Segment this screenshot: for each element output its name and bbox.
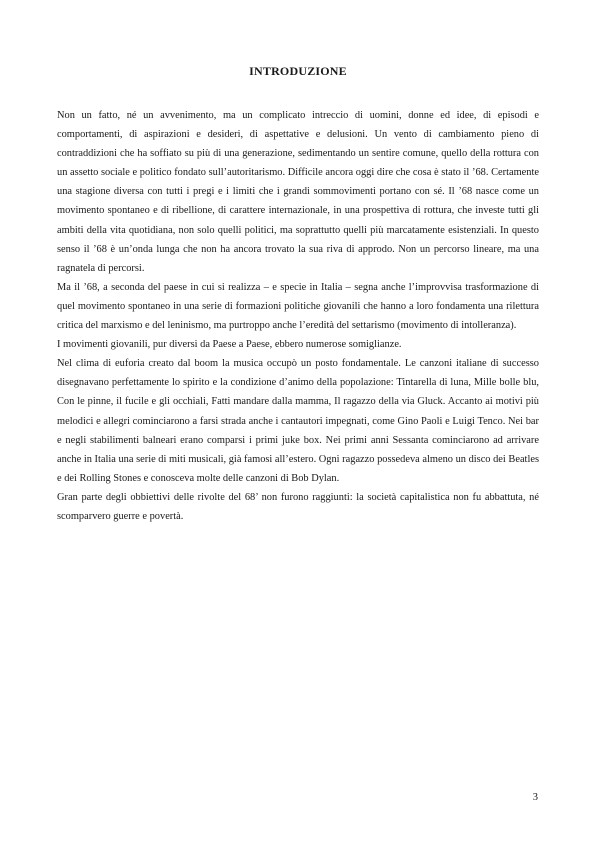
paragraph-2: Ma il ’68, a seconda del paese in cui si realizza – e specie in Italia – segna anche l’improvvisa trasformazione di quel movimento spontaneo in una serie di formazioni politiche giovanili che hanno a loro fondamenta una rilettura critica del marxismo e del leninismo, ma purtroppo anche l’eredità del settarismo (movimento di intolleranza). bbox=[57, 281, 539, 332]
paragraph-4: Nel clima di euforia creato dal boom la musica occupò un posto fondamentale. Le canzoni italiane di successo disegnavano perfettamente lo spirito e la condizione d’animo della popolazione: Tintarella di luna, Mille bolle blu, Con le pinne, il fucile e gli occhiali, Fatti mandare dalla mamma, Il ragazzo della via Gluck. Accanto ai motivi più melodici e allegri cominciarono a farsi strada anche i cantautori impegnati, come Gino Paoli e Luigi Tenco. Nei bar e negli stabilimenti balneari erano comparsi i primi juke box. Nei primi anni Sessanta cominciarono ad arrivare anche in Italia una serie di miti musicali, già famosi all’estero. Ogni ragazzo possedeva almeno un disco dei Beatles e dei Rolling Stones e conosceva molte delle canzoni di Bob Dylan. bbox=[57, 358, 539, 484]
paragraph-3: I movimenti giovanili, pur diversi da Paese a Paese, ebbero numerose somiglianze. bbox=[57, 339, 402, 351]
page-number: 3 bbox=[532, 792, 538, 803]
paragraph-1: Non un fatto, né un avvenimento, ma un complicato intreccio di uomini, donne ed idee, di episodi e comportamenti, di aspirazioni e desideri, di aspettative e delusioni. Un vento di cambiamento pieno di contraddizioni che ha soffiato su più di una generazione, sedimentando un sentire comune, quello della rottura con un assetto sociale e politico fondato sull’autoritarismo. Difficile ancora oggi dire che cosa è stato il ’68. Certamente una stagione diversa con tutti i pregi e i limiti che i grandi sommovimenti portano con sé. Il ’68 nasce come un movimento spontaneo e di ribellione, di carattere internazionale, in una prospettiva di rottura, che investe tutti gli ambiti della vita quotidiana, non solo quelli politici, ma soprattutto quelli più marcatamente esistenziali. In questo senso il ’68 è un’onda lunga che non ha ancora trovato la sua riva di approdo. Non un percorso lineare, ma una ragnatela di percorsi. bbox=[57, 110, 539, 274]
body-text bbox=[57, 106, 539, 526]
paragraph-5: Gran parte degli obbiettivi delle rivolte del 68’ non furono raggiunti: la società capitalistica non fu abbattuta, né scomparvero guerre e povertà. bbox=[57, 491, 539, 522]
page-title: INTRODUZIONE bbox=[249, 64, 347, 78]
